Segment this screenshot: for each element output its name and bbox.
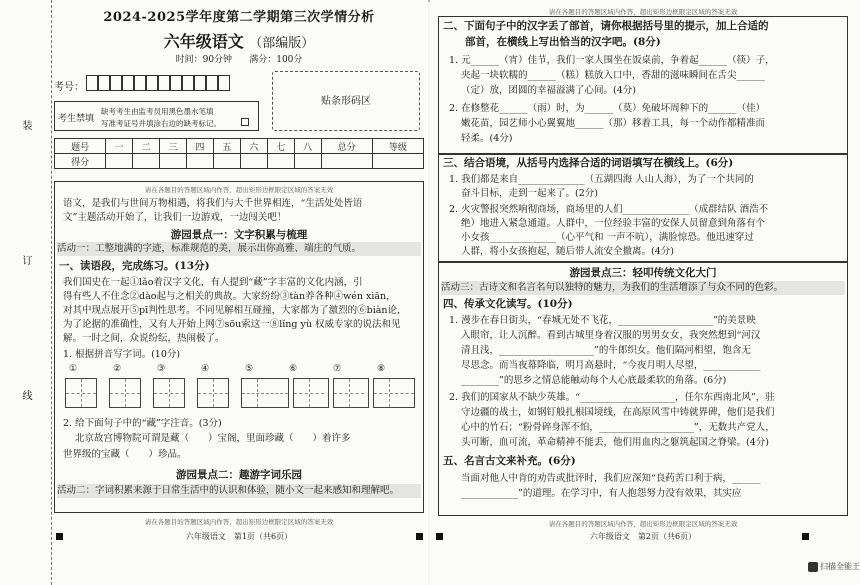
exam-header-title: 2024-2025学年度第二学期第三次学情分析 [103,10,375,25]
page-footer: 六年级语文 第1页（共6页） [185,532,293,541]
exam-number-box[interactable] [182,75,194,91]
answer-warning: 请在各题目的答题区域内作答，超出矩形边框限定区域的答案无效 [144,186,334,194]
score-table-cell: 二 [133,139,160,154]
score-table-cell: 三 [160,139,187,154]
q4-line: 清且浅，____________________”的牛郎织女。他们隔河相望，饱含无 [461,345,751,356]
time-label: 时间：90分钟 [175,55,233,65]
grid-number: ⑦ [333,364,342,374]
absence-checkbox[interactable] [241,118,249,126]
q1-sub2-line: 北京故宫博物院可谓是藏（ ）宝阁，里面珍藏（ ）着许多 [75,433,351,444]
exam-number-box[interactable] [170,75,182,91]
q2-line: 嫩花苗，园艺师小心翼翼地______（那）移着工具，每一个动作都精准而 [461,118,766,129]
q2-line: 轻柔。(4分) [461,133,513,144]
q3-line: 2. 火灾警报突然响彻商场，商场里的人们______________（成群结队 酒浩不 [449,204,769,215]
score-entry[interactable] [106,154,133,169]
q1-title: 一、读语段，完成练习。(13分) [59,260,210,272]
edition-label: （部编版） [249,36,315,51]
score-table-header-row [55,139,424,154]
gutter-mark-line: 线 [20,390,31,400]
subject-name: 六年级语文 [163,32,244,51]
answer-region-q2 [438,16,848,154]
exam-number-box[interactable] [98,75,110,91]
grid-number: ② [113,364,122,374]
gutter-mark-bind: 装 [20,120,31,130]
scanner-logo-icon [808,562,818,572]
writing-grid[interactable] [109,378,141,408]
registration-mark [416,533,423,540]
q4-line: 尽思念。而当夜幕降临，明月高悬时，“今夜月明人尽望，____________ [461,360,761,371]
passage-line: 为了论据的准确性，又有人开始上网⑦sōu索这一⑧lǐng yù 权威专家的说法和见 [63,319,401,330]
q2-line: 2. 在修整花______（雨）时，为______（莫）免破坏周种下的______（佳） [449,103,766,114]
score-table-cell: 六 [240,139,267,154]
spot1-title: 游园景点一：文字积累与梳理 [170,229,308,241]
writing-grid-row [65,378,415,410]
q4-title: 四、传承文化读写。(10分) [443,298,573,310]
q4-line: 2. 我们的国家从不缺少英雄。“____________________，任尔东西南北风”，驻 [449,392,775,403]
grid-number: ① [69,364,78,374]
q3-line: 1. 我们都是来自______________（五湖四海 人山人海），为了一个共同的 [449,174,754,185]
q4-line: 入眼帘，让人沉醉。看到古城里身着汉服的男男女女，我突然想到“河汉 [461,330,761,341]
writing-grid[interactable] [197,378,229,408]
scanner-watermark [808,561,860,572]
activity3-banner: 活动三：古诗文和名言名句以独特的魅力，为我们的生活增添了与众不同的色彩。 [441,281,845,295]
notice-label: 考生禁填 [58,114,95,124]
passage-line: 得有些人不住念②dào起与之相关的典故。大家纷纷③tàn养各种④wén xiān， [63,291,396,302]
score-entry[interactable] [294,154,321,169]
writing-grid[interactable] [241,378,289,408]
passage-line: 我们国史在一起①lǎo着汉字文化，有人提到“藏”字丰富的文化内涵，引 [63,277,363,288]
q3-line: 小女孩______________（心平气和 一声不吭），满脸惊恐。他迅速穿过 [461,232,754,243]
exam-subject-title [54,29,424,52]
writing-grid[interactable] [153,378,185,408]
q3-line: 人群，将小女孩抱起，随后带人流安全撤离。(4分) [461,246,674,257]
q1-sub2-line: 世界级的宝藏（ ）珍品。 [63,449,187,460]
score-table-cell: 等级 [372,139,423,154]
writing-grid[interactable] [333,378,369,408]
answer-warning-bottom: 请在各题目的答题区域内作答，超出矩形边框限定区域的答案无效 [548,520,738,528]
score-table-cell: 四 [186,139,213,154]
answer-warning-bottom: 请在各题目的答题区域内作答，超出矩形边框限定区域的答案无效 [144,518,334,526]
score-entry[interactable] [186,154,213,169]
answer-region-1 [54,181,424,513]
exam-number-box[interactable] [146,75,158,91]
score-entry[interactable] [133,154,160,169]
q2-title-cont: 部首，在横线上写出恰当的汉字吧。(8分) [465,36,661,48]
exam-number-box[interactable] [122,75,134,91]
q4-line: ________”的思乡之情总能触动每个人心底最柔软的角落。(6分) [461,375,727,386]
score-entry[interactable] [267,154,294,169]
answer-region-q3 [438,154,848,262]
q2-title: 二、下面句子中的汉字丢了部首，请你根据括号里的提示，加上合适的 [443,20,769,32]
score-table-cell: 总分 [321,139,372,154]
exam-number-box[interactable] [86,75,98,91]
answer-warning: 请在各题目的答题区域内作答，超出矩形边框限定区域的答案无效 [548,8,738,16]
exam-number-box[interactable] [158,75,170,91]
exam-meta [54,52,424,65]
score-table [54,138,424,169]
q3-line: 奋斗目标，走到一起来了。(2分) [461,188,598,199]
exam-number-box[interactable] [218,75,230,91]
q2-line: 夹起一块软糯的______（糕）糕放入口中，香甜的滋味瞬间在舌尖______ [461,70,766,81]
score-entry[interactable] [372,154,423,169]
passage-line: 对其中现点展开⑤pī判性思考。不同见解相互碰撞，大家都为了激烈的⑥biàn论， [63,305,407,316]
grid-number: ⑥ [289,364,298,374]
intro-line: 文”主题活动开始了，让我们一边游戏，一边闯关吧！ [63,212,287,223]
score-table-cell: 一 [106,139,133,154]
registration-mark [436,533,443,540]
exam-number-box[interactable] [134,75,146,91]
absence-notice [54,101,259,131]
exam-number-box[interactable] [110,75,122,91]
q4-line: 心中的竹石；“粉骨碎身浑不怕，____________________”，无数共产党人， [461,422,775,433]
score-entry[interactable] [160,154,187,169]
q4-line: 守边疆的战士，如钢钉般扎根国境线，在高原风雪中铸就界碑，他们是我们 [461,407,775,418]
passage-line: 解。一时之间，众说纷纭，热闹极了。 [63,333,225,344]
q3-title: 三、结合语境，从括号内选择合适的词语填写在横线上。(6分) [443,157,734,169]
q3-line: 绝）地进入紧急通道。人群中，一位经验丰富的安保人员留意到角落有个 [461,218,766,229]
q4-line: 头可断，血可流，革命精神不能丢，他们用血肉之躯筑起国之脊梁。(4分) [461,437,769,448]
barcode-area: 贴条形码区 [272,71,420,131]
spot3-title: 游园景点三：轻叩传统文化大门 [569,267,717,279]
exam-number-box[interactable] [206,75,218,91]
spot2-title: 游园景点二：趣游字词乐园 [176,469,302,481]
exam-page-2 [430,0,860,585]
grid-number: ③ [157,364,166,374]
score-table-cell: 题号 [55,139,106,154]
q5-line: 当面对他人中肯的劝告或批评时，我们应深知“良药苦口利于病，______ [461,473,761,484]
q5-line: ____________”的道理。在学习中，有人抱怨努力没有效果，其实应 [461,488,742,499]
notice-line: 缺考考生由监考员用黑色墨水笔填 [101,107,214,116]
registration-mark [56,533,63,540]
score-entry[interactable] [213,154,240,169]
exam-number-label: 考号： [54,82,84,93]
grid-number: ④ [201,364,210,374]
q1-sub2: 2. 给下面句子中的“藏”字注音。(3分) [63,418,222,429]
score-table-cell: 八 [294,139,321,154]
scanner-logo-text: 扫描全能王 [820,562,860,571]
registration-mark [802,533,809,540]
gutter-mark-staple: 订 [20,255,31,265]
answer-region-q4-q5 [438,262,848,516]
exam-number-box[interactable] [194,75,206,91]
score-table-cell: 七 [267,139,294,154]
writing-grid[interactable] [293,378,329,408]
q2-line: 1. 元______（宵）佳节，我们一家人围坐在饭桌前，争着起______（筷）子， [449,55,775,66]
score-entry[interactable] [240,154,267,169]
q4-line: 1. 漫步在春日街头，“春城无处不飞花，____________________”的美景映 [449,315,756,326]
q5-title: 五、名言古文来补充。(6分) [443,455,576,467]
score-entry[interactable] [321,154,372,169]
activity1-banner: 活动一：工整地满的字迹，标准规范的美，展示出你高雅、端庄的气质。 [57,242,421,256]
writing-grid[interactable] [65,378,97,408]
score-label: 满分：100分 [249,55,303,65]
grid-number: ⑧ [377,364,386,374]
exam-page-1 [0,0,428,585]
grid-number: ⑤ [245,364,254,374]
score-table-score-row [55,154,424,169]
notice-line: 写准考证号并填涂右边的缺考标记。 [101,119,221,128]
intro-line: 语文，是我们与世间万物相遇，将我们与大千世界相连，“生活处处皆语 [63,198,363,209]
q2-line: （定）放，团圆的幸福溢满了心间。(4分) [461,85,636,96]
score-table-cell: 五 [213,139,240,154]
binding-gutter [0,0,52,585]
q1-sub1: 1. 根据拼音写字词。(10分) [63,349,181,360]
score-row-label: 得分 [55,154,106,169]
page-footer: 六年级语文 第2页（共6页） [589,532,697,541]
grid-number-row [69,364,409,376]
activity2-banner: 活动二：字词积累来源于日常生活中的认识和体验，随小文一起来感知和理解吧。 [57,484,421,498]
writing-grid[interactable] [373,378,415,408]
